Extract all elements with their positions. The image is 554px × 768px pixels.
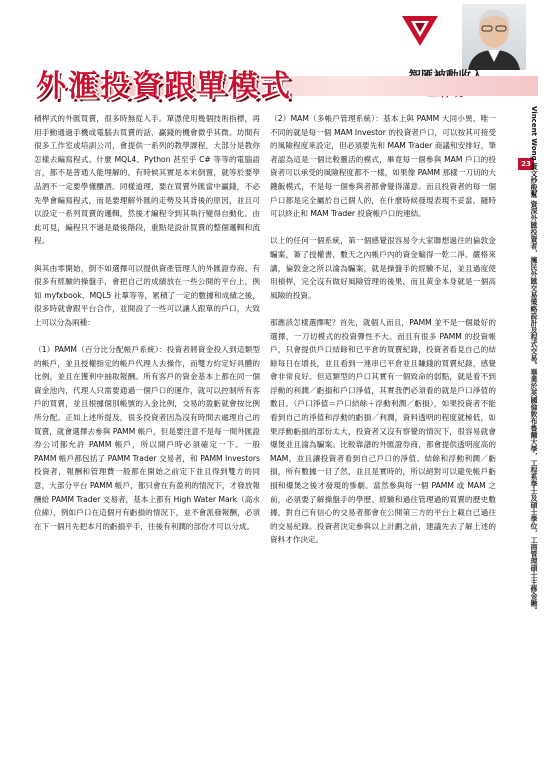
article-column-left [34, 112, 260, 547]
paragraph: 那應該怎樣選擇呢？首先，就個人而且，PAMM 並不是一個最好的選擇，一刀切模式的投資彈性不大。而且有很多 PAMM 的投資帳戶，只會提供戶口結餘和已平倉的買賣紀錄，投資者看見自己的結餘每日在增長，並且看到一連串已平倉並且賺錢的買賣紀錄，感覺會非常良好。但這類型的戶口其實有一個致命的弱點，就是看不到浮動的利潤／虧損和戶口淨值，其實我們必須看的就是戶口淨值的數目。（戶口淨值＝戶口結餘＋浮動利潤／虧損），如果投資者不能看到自己的淨值和浮動的虧損／利潤，資料透明的程度就極低，如果浮動虧損的部份太大，投資者又沒有察覺的情況下，很容易就會爆煲並且淪為騙案。比較靠譜的外匯證券商，都會提供透明度高的 MAM，並且讓投資者看到自己戶口的淨值、結餘和浮動利潤／虧損，所有數據一目了然，並且是實時的，所以絕對可以避免帳戶虧損和爆煲之後才發現的慘劇。當然參與每一個 PAMM 或 MAM 之前，必須要了解操盤手的學歷、經驗和過往管理過的買賣的歷史數據，對自己有信心的交易者都會在公開第三方的平台上載自己過往的交易紀錄。投資者決定參與以上計劃之前，建議先去了解上述的資料才作決定。 [270, 317, 496, 545]
article-banner [30, 70, 538, 104]
paragraph: 與其由零開始，倒不如選擇可以提供資產管理人的外匯證券商。有很多有經驗的操盤手，會把自己的成績放在一些公開的平台上，例如 myfxbook、MQL5 社羣等等，累積了一定的數據和成績之後，很多時就會跟平台合作，並開設了一些可以讓人跟單的戶口，大致上可以分為兩種： [34, 263, 260, 327]
paragraph: （1）PAMM（百分比分配帳戶系統）：投資者將資金投入到這類型的帳戶，並且授權指定的帳戶代理人去操作，而雙方約定好具體的比例，並且在獲利中抽取報酬。所有客戶的資金基本上都在同一個資金池內，代理人只需要通過一個戶口的運作，就可以控制所有客戶的買賣，並且根據個別帳號的入金比例，交易的盈虧就會按比例所分配。正如上述所提及，很多投資者因為沒有時間去處理自己的買賣，就會選擇去參與 PAMM 帳戶，但是要注意不是每一間外匯證券公司都允許 PAMM 帳戶，所以開戶時必須確定一下。一般 PAMM 帳戶都包括了 PAMM Trader 交易者，和 PAMM Investors 投資者，報酬和管理費一般都在開始之前定下並且得到雙方的同意，大部分平台 PAMM 帳戶，都只會在有盈利的情況下，才發放報酬給 PAMM Trader 交易者，基本上都有 High Water Mark（高水位線），例如戶口在這個月有虧損的情況下，並不會派發報酬，必須在下一個月先把本月的虧損平手，往後有利潤的部份才可以分成。 [34, 345, 260, 531]
page-number: 23 [518, 158, 534, 170]
paragraph: 以上的任何一個系統，第一個感覺很容易令大家聯想過往的倫敦金騙案，簽了授權書，數天之內帳戶內的資金輸得一乾二淨。嚴格來講，倫敦金之所以淪為騙案，就是操盤手的經驗不足，並且過度使用槓桿，完全沒有做好風險管理的後果，而且黃金本身就是一個高風險的投資。 [270, 236, 496, 300]
author-sidebar [508, 106, 538, 613]
paragraph: 積桿式的外匯買賣，很多時無從入手。單憑使用幾個技術指標，再用手動通過手機或電腦去買賣的話，贏錢的機會微乎其微。坊間有很多工作室或培訓公司，會提供一系列的教學課程，大部分是教你怎樣去編寫程式。什麼 MQL4、Python 甚至乎 C# 等等的電腦語言，都不是普通人能埋解的。有時候其實是本末倒置，就等於要學品酒不一定要學懂釀酒。同樣道理，要在買賣外匯當中贏錢，不必先學會編寫程式，而是要理解外匯的走勢及其背後的原因，並且可以設定一系列買賣的邏輯，然後才編程令到其執行變得自動化。由此可見，編程只不過是最後階段，重點是設計買賣的整個邏輯和流程。 [34, 114, 260, 246]
author-photo [462, 4, 526, 70]
author-name: Vincent Wong [530, 106, 538, 161]
author-name-cn: 黃文炒殷幫 [530, 162, 538, 198]
article-title: 外滙投資跟單模式 [36, 69, 292, 104]
paragraph: （2）MAM（多帳戶管理系統）：基本上與 PAMM 大同小異，唯一不同的就是每一個 MAM Investor 的投資者戶口，可以按其可接受的風險程度來設定，但必須要先和 MAM Trader 商議和安排好，筆者認為這是一個比較靈活的模式，畢竟每一個參與 MAM 戶口的投資者可以承受的風險程度都不一樣，如果像 PAMM 那樣一刀切的大鑊飯模式，不是每一個參與者都會覺得滿意。而且投資者的每一個戶口都是完全屬於自己個人的，在什麼時候發現表現不妥當，隨時可以終止和 MAM Trader 投資帳戶口的連結。 [270, 114, 496, 219]
author-bio: 資深外匯投資者，擁民外匯交易策略設計及程式交易。畢業於英國倫敦布魯爾大學，工程系學士及碩士學位，工商管理碩士主修金融。 [530, 200, 538, 614]
article-column-right [270, 112, 496, 561]
red-v-logo [400, 14, 440, 48]
